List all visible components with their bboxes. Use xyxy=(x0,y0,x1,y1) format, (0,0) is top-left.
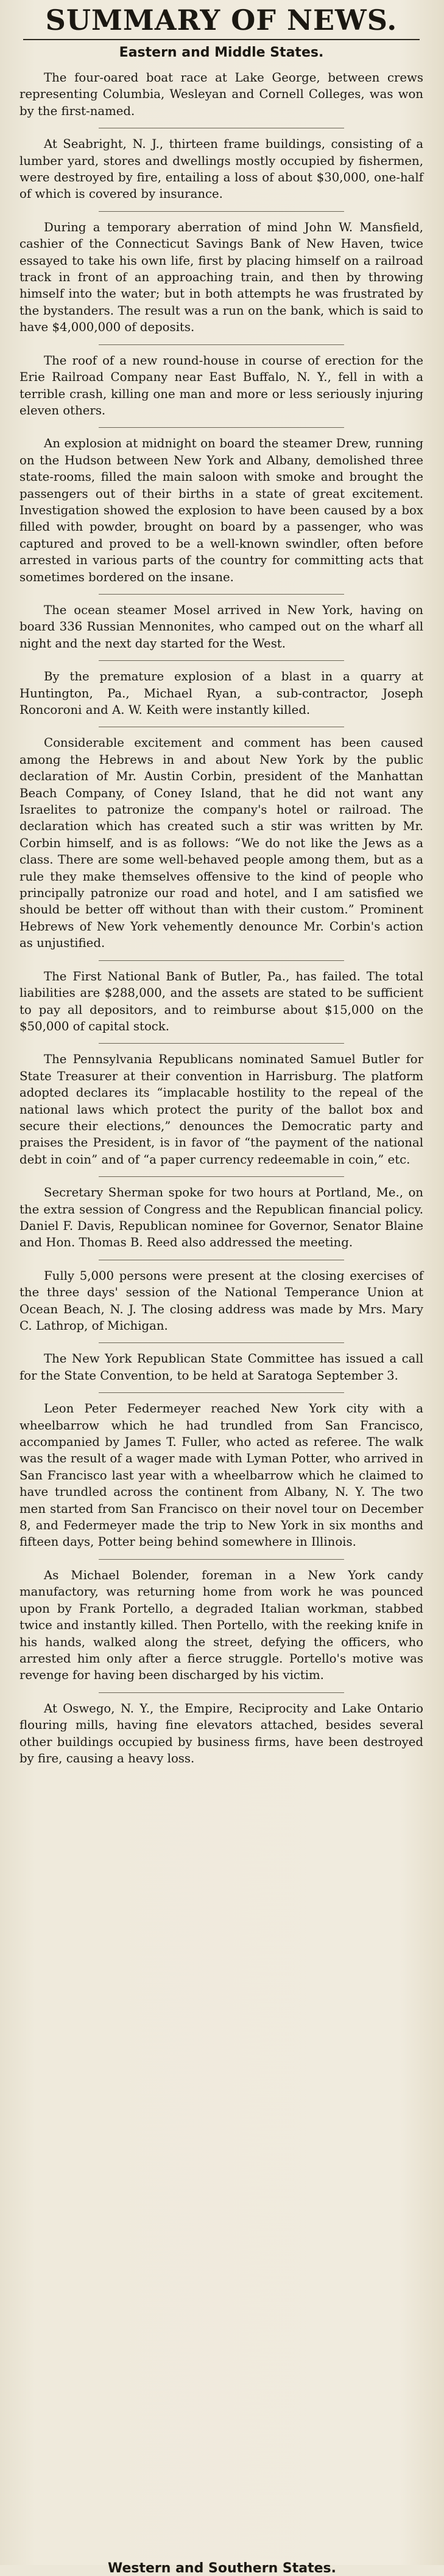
masthead-rule xyxy=(23,39,420,40)
news-item: During a temporary aberration of mind John W. Mansfield, cashier of the Connecticut Savings Bank of New Haven, twice essayed to take his own life, first by placing himself on a railroad track in front of an approaching train, and then by throwing himself into the water; but in both attempts he was frustrated by the bystanders. The result was a run on the bank, which is said to have $4,000,000 of deposits. xyxy=(19,220,423,335)
news-items xyxy=(19,64,423,1773)
section-heading: Eastern and Middle States. xyxy=(119,45,324,60)
news-item: An explosion at midnight on board the steamer Drew, running on the Hudson between New York and Albany, demolished three state-rooms, filled the main saloon with smoke and brought the passengers out of their births in a state of great excitement. Investigation showed the explosion to have been caused by a box filled with powder, brought on board by a passenger, who was captured and proved to be a well-known swindler, often before arrested in various parts of the country for committing acts that sometimes bordered on the insane. xyxy=(19,436,423,584)
news-item: As Michael Bolender, foreman in a New York candy manufactory, was returning home from work he was pounced upon by Frank Portello, a degraded Italian workman, stabbed twice and instantly killed. Then Portello, with the reeking knife in his hands, walked along the street, defying the officers, who arrested him only after a fierce struggle. Portello's motive was revenge for having been discharged by his victim. xyxy=(19,1568,423,1683)
item-divider xyxy=(99,594,344,595)
news-item: The ocean steamer Mosel arrived in New York, having on board 336 Russian Mennonites, who camped out on the wharf all night and the next day started for the West. xyxy=(19,602,423,651)
item-divider xyxy=(99,1342,344,1343)
item-divider xyxy=(99,344,344,345)
item-divider xyxy=(99,660,344,661)
news-item: The Pennsylvania Republicans nominated Samuel Butler for State Treasurer at their convention in Harrisburg. The platform adopted declares its “implacable hostility to the repeal of the national laws which protect the purity of the ballot box and secure their elections,” denounces the Democratic party and praises the President, is in favor of “the payment of the national debt in coin” and of “a paper currency redeemable in coin,” etc. xyxy=(19,1052,423,1167)
news-item: The New York Republican State Committee has issued a call for the State Convention, to be held at Saratoga September 3. xyxy=(19,1352,423,1383)
item-divider xyxy=(99,960,344,961)
item-divider xyxy=(99,427,344,428)
masthead: SUMMARY OF NEWS. xyxy=(45,4,398,37)
news-item: The roof of a new round-house in course of erection for the Erie Railroad Company near East Buffalo, N. Y., fell in with a terrible crash, killing one man and more or less seriously injuring eleven others. xyxy=(19,353,423,417)
news-item: At Seabright, N. J., thirteen frame buildings, consisting of a lumber yard, stores and dwellings mostly occupied by fishermen, were destroyed by fire, entailing a loss of about $30,000, one-half of which is covered by insurance. xyxy=(19,137,423,201)
news-item: By the premature explosion of a blast in a quarry at Huntington, Pa., Michael Ryan, a sub-contractor, Joseph Roncoroni and A. W. Keith were instantly killed. xyxy=(19,669,423,717)
item-divider xyxy=(99,1043,344,1044)
item-divider xyxy=(99,1692,344,1693)
news-item: Secretary Sherman spoke for two hours at Portland, Me., on the extra session of Congress and the Republican financial policy. Daniel F. Davis, Republican nominee for Governor, Senator Blaine and Hon. Thomas B. Reed also addressed the meeting. xyxy=(19,1185,423,1250)
news-item: At Oswego, N. Y., the Empire, Reciprocity and Lake Ontario flouring mills, having fine elevators attached, besides several other buildings occupied by business firms, have been destroyed by fire, causing a heavy loss. xyxy=(19,1701,423,1765)
item-divider xyxy=(99,1559,344,1560)
news-item: The four-oared boat race at Lake George, between crews representing Columbia, Wesleyan and Cornell Colleges, was won by the first-named. xyxy=(19,71,423,118)
item-divider xyxy=(99,211,344,212)
next-section-heading: Western and Southern States. xyxy=(107,2561,336,2576)
news-item: Considerable excitement and comment has been caused among the Hebrews in and about New York by the public declaration of Mr. Austin Corbin, president of the Manhattan Beach Company, of Coney Island, that he did not want any Israelites to patronize the company's hotel or railroad. The declaration which has created such a stir was written by Mr. Corbin himself, and is as follows: “We do not like the Jews as a class. There are some well-behaved people among them, but as a rule they make themselves offensive to the kind of people who principally patronize our road and hotel, and I am satisfied we should be better off without than with their custom.” Prominent Hebrews of New York vehemently denounce Mr. Corbin's action as unjustified. xyxy=(19,736,423,951)
news-item: The First National Bank of Butler, Pa., has failed. The total liabilities are $288,000, and the assets are stated to be sufficient to pay all depositors, and to reimburse about $15,000 on the $50,000 of capital stock. xyxy=(19,969,423,1033)
news-item: Fully 5,000 persons were present at the closing exercises of the three days' session of the National Temperance Union at Ocean Beach, N. J. The closing address was made by Mrs. Mary C. Lathrop, of Michigan. xyxy=(19,1268,423,1333)
item-divider xyxy=(99,1176,344,1177)
news-item: Leon Peter Federmeyer reached New York city with a wheelbarrow which he had trundled from San Francisco, accompanied by James T. Fuller, who acted as referee. The walk was the result of a wager made with Lyman Potter, who arrived in San Francisco last year with a wheelbarrow which he claimed to have trundled across the continent from Albany, N. Y. The two men started from San Francisco on their novel tour on December 8, and Federmeyer made the trip to New York in six months and fifteen days, Potter being behind somewhere in Illinois. xyxy=(19,1401,423,1549)
item-divider xyxy=(99,1392,344,1393)
